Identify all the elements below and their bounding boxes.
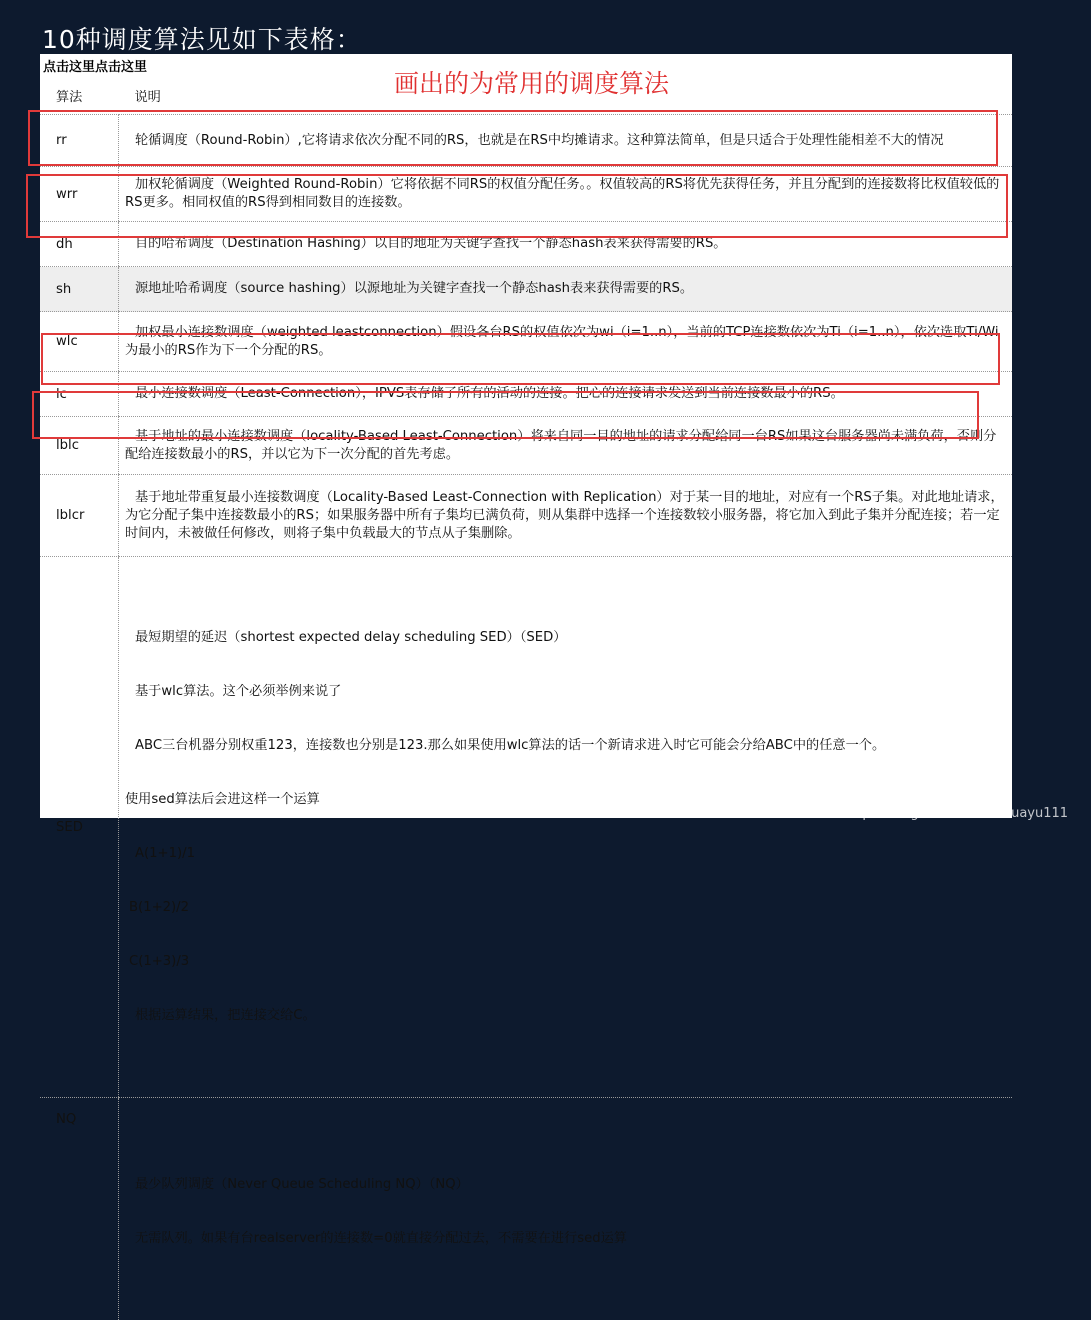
algo-name: lblcr [40,475,119,557]
algo-name: SED [40,557,119,1098]
desc-line: A(1+1)/1 [125,845,1006,863]
table-row [40,475,1012,557]
table-row [40,312,1012,372]
algo-desc-multiline [119,1098,1013,1320]
algo-desc-multiline [119,557,1013,1098]
page-title: 10种调度算法见如下表格： [42,20,362,56]
table-row [40,1098,1012,1320]
desc-line: 最少队列调度（Never Queue Scheduling NQ）（NQ） [125,1176,1006,1194]
algo-desc: 基于地址的最小连接数调度（locality-Based Least-Connection）将来自同一目的地址的请求分配给同一台RS如果这台服务器尚未满负荷，否则分配给连接数最小的RS，并以它为下一次分配的首先考虑。 [119,417,1013,475]
header-row [40,76,1012,115]
table-row [40,557,1012,1098]
desc-line: C(1+3)/3 [125,953,1006,971]
click-here-link-1[interactable]: 点击这里 [43,60,95,75]
algo-desc: 目的哈希调度（Destination Hashing）以目的地址为关键字查找一个静态hash表来获得需要的RS。 [119,222,1013,267]
algorithm-table [40,76,1012,1320]
table-row [40,417,1012,475]
algo-desc: 基于地址带重复最小连接数调度（Locality-Based Least-Connection with Replication）对于某一目的地址，对应有一个RS子集。对此地址请求，为它分配子集中连接数最小的RS；如果服务器中所有子集均已满负荷，则从集群中选择一个连接数较小服务器，将它加入到此子集并分配连接；若一定时间内，未被做任何修改，则将子集中负载最大的节点从子集删除。 [119,475,1013,557]
algo-desc: 最小连接数调度（Least-Connection），IPVS表存储了所有的活动的连接。把心的连接请求发送到当前连接数最小的RS。 [119,372,1013,417]
header-desc: 说明 [119,76,1013,115]
desc-line: B(1+2)/2 [125,899,1006,917]
table-row [40,267,1012,312]
algo-name: rr [40,115,119,167]
algo-desc: 加权最小连接数调度（weighted leastconnection）假设各台RS的权值依次为wi（i=1..n），当前的TCP连接数依次为Ti（i=1..n），依次选取Ti/Wi为最小的RS作为下一个分配的RS。 [119,312,1013,372]
click-here-link-2[interactable]: 点击这里 [95,60,147,75]
desc-line: 最短期望的延迟（shortest expected delay scheduling SED）（SED） [125,629,1006,647]
algo-name: lblc [40,417,119,475]
algo-name: dh [40,222,119,267]
algo-name: wrr [40,167,119,222]
algo-name: wlc [40,312,119,372]
table-row [40,167,1012,222]
red-annotation: 画出的为常用的调度算法 [394,64,669,100]
header-algo: 算法 [40,76,119,115]
table-row [40,115,1012,167]
algo-name: NQ [40,1098,119,1320]
algo-desc: 轮循调度（Round-Robin）,它将请求依次分配不同的RS，也就是在RS中均摊请求。这种算法简单，但是只适合于处理性能相差不大的情况 [119,115,1013,167]
desc-line: 基于wlc算法。这个必须举例来说了 [125,683,1006,701]
algo-name: sh [40,267,119,312]
desc-line: 无需队列。如果有台realserver的连接数=0就直接分配过去，不需要在进行sed运算 [125,1230,1006,1248]
table-row [40,372,1012,417]
desc-line: 根据运算结果，把连接交给C。 [125,1007,1006,1025]
desc-line: 使用sed算法后会进这样一个运算 [125,791,1006,809]
watermark: https://blog.csdn.net/luohuayu111 [844,806,1068,821]
algo-name: lc [40,372,119,417]
table-sheet [40,54,1012,818]
algo-desc: 加权轮循调度（Weighted Round-Robin）它将依据不同RS的权值分配任务。。权值较高的RS将优先获得任务，并且分配到的连接数将比权值较低的RS更多。相同权值的RS得到相同数目的连接数。 [119,167,1013,222]
desc-line: ABC三台机器分别权重123，连接数也分别是123.那么如果使用wlc算法的话一个新请求进入时它可能会分给ABC中的任意一个。 [125,737,1006,755]
algo-desc: 源地址哈希调度（source hashing）以源地址为关键字查找一个静态hash表来获得需要的RS。 [119,267,1013,312]
link-row [43,56,147,75]
table-row [40,222,1012,267]
